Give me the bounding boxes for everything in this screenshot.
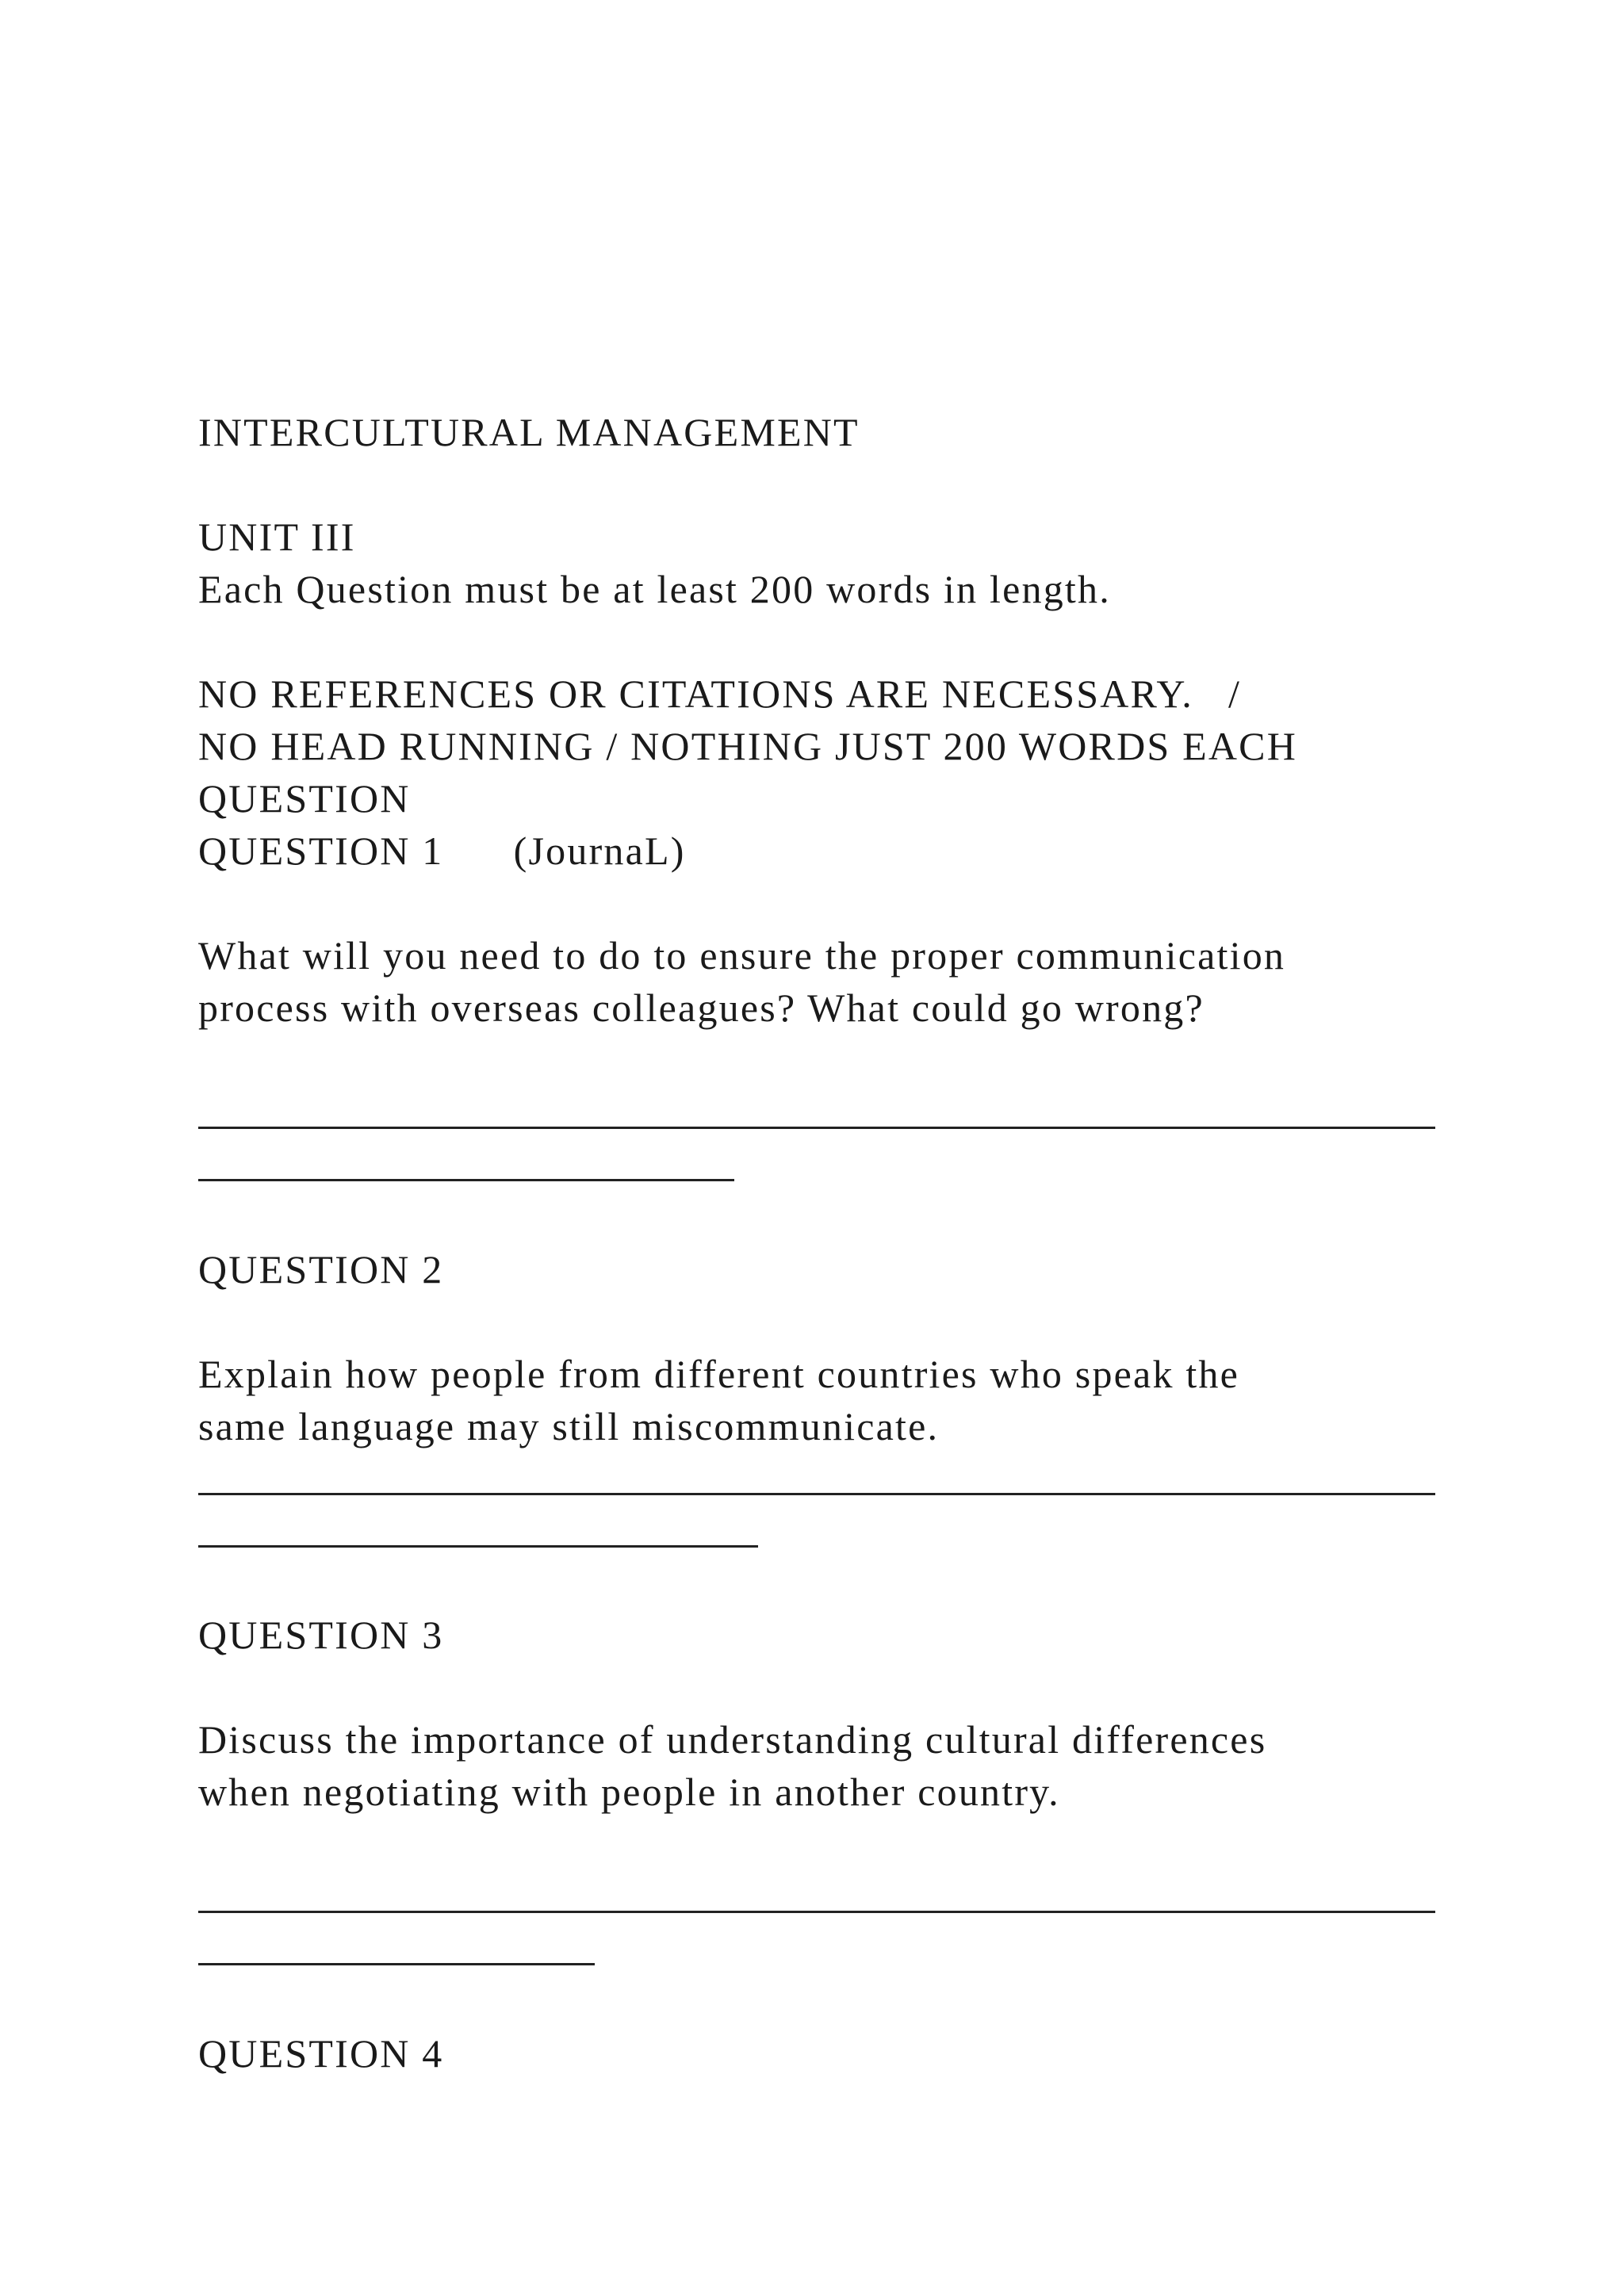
answer-rule: [198, 1545, 758, 1548]
answer-rule: [198, 1911, 1435, 1913]
question-2-heading: QUESTION 2: [198, 1247, 444, 1292]
question-3-heading: QUESTION 3: [198, 1613, 444, 1657]
question-2-text-line-2: same language may still miscommunicate.: [198, 1404, 940, 1448]
note-line-3: QUESTION: [198, 776, 411, 821]
question-3-text-line-1: Discuss the importance of understanding cultural differences: [198, 1717, 1267, 1762]
answer-rule: [198, 1179, 734, 1181]
note-line-2: NO HEAD RUNNING / NOTHING JUST 200 WORDS EACH: [198, 724, 1298, 768]
answer-rule: [198, 1963, 595, 1965]
question-1-text-line-2: process with overseas colleagues? What could go wrong?: [198, 985, 1205, 1030]
question-1-text-line-1: What will you need to do to ensure the proper communication: [198, 933, 1286, 978]
answer-rule: [198, 1493, 1435, 1495]
document-title: INTERCULTURAL MANAGEMENT: [198, 410, 860, 454]
question-2-text-line-1: Explain how people from different countries who speak the: [198, 1352, 1240, 1396]
unit-label: UNIT III: [198, 515, 356, 559]
question-1-heading: QUESTION 1 (JournaL): [198, 828, 686, 873]
question-3-text-line-2: when negotiating with people in another country.: [198, 1770, 1060, 1814]
answer-rule: [198, 1127, 1435, 1129]
note-line-1: NO REFERENCES OR CITATIONS ARE NECESSARY. /: [198, 672, 1242, 716]
question-4-heading: QUESTION 4: [198, 2031, 444, 2076]
length-instruction: Each Question must be at least 200 words in length.: [198, 567, 1111, 611]
